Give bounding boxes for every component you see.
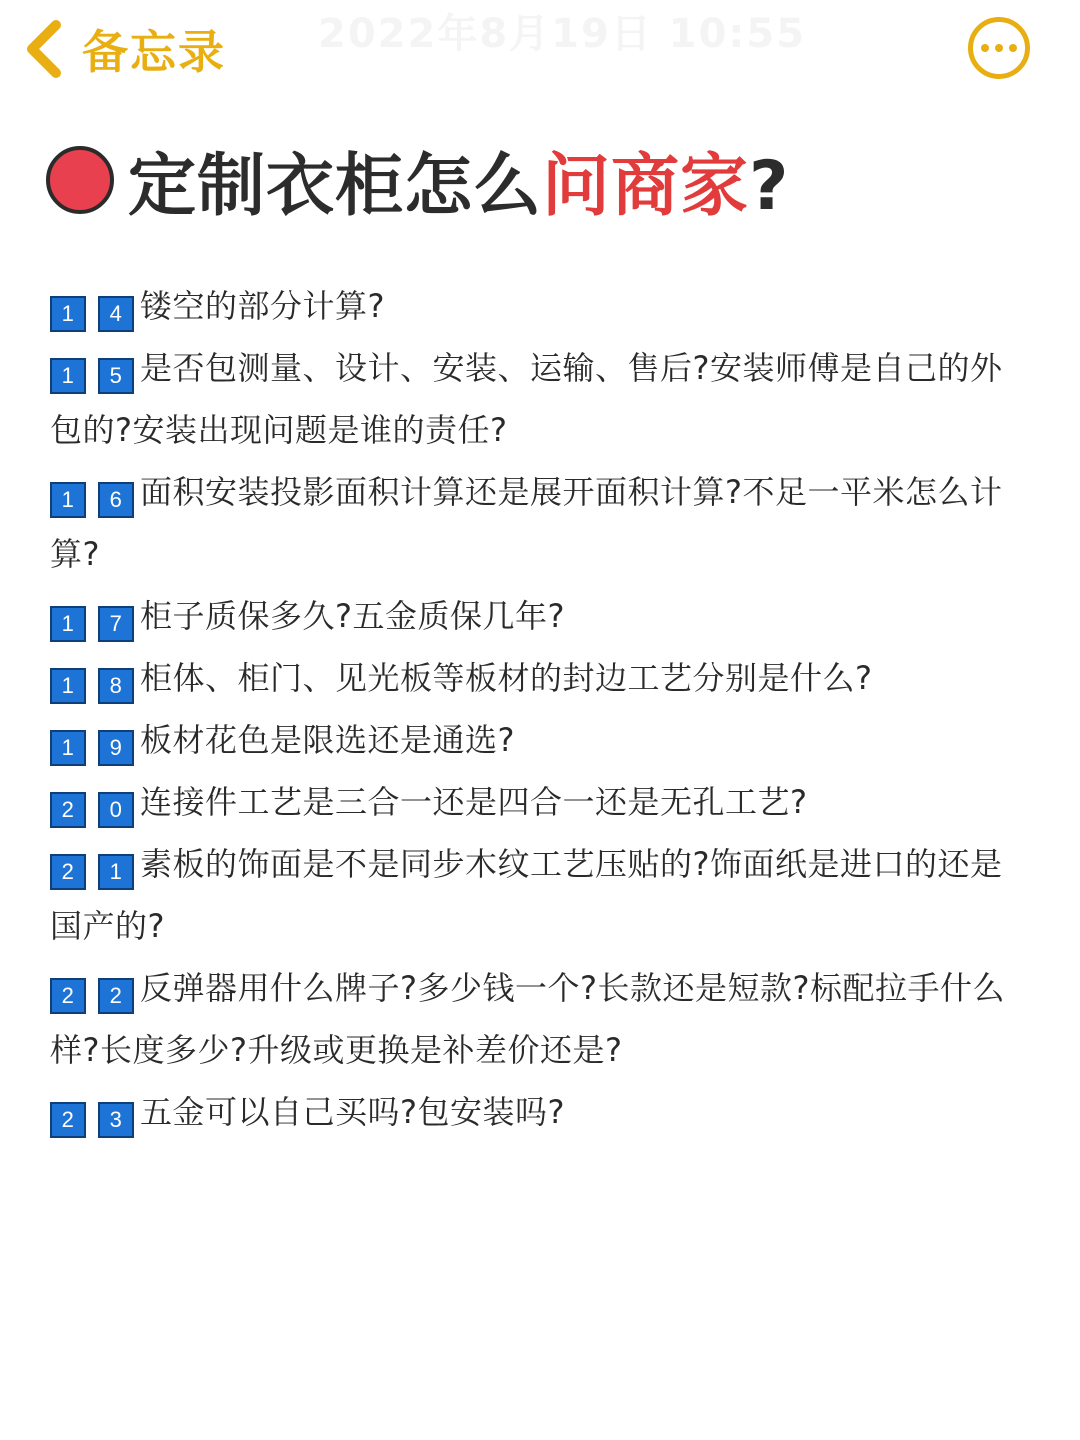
number-badge: 2 <box>50 1102 86 1138</box>
number-badge: 8 <box>98 668 134 704</box>
number-badge: 1 <box>50 668 86 704</box>
number-badge: 1 <box>98 854 134 890</box>
number-badge: 3 <box>98 1102 134 1138</box>
number-badge: 9 <box>98 730 134 766</box>
question-list <box>50 275 1032 1143</box>
page-title <box>128 132 789 229</box>
number-badge: 4 <box>98 296 134 332</box>
number-badge: 1 <box>50 296 86 332</box>
question-text: 面积安装投影面积计算还是展开面积计算?不足一平米怎么计算? <box>50 473 1003 573</box>
question-item <box>50 771 1032 833</box>
number-badge: 2 <box>98 978 134 1014</box>
number-badge: 2 <box>50 978 86 1014</box>
number-badge: 7 <box>98 606 134 642</box>
question-text: 柜子质保多久?五金质保几年? <box>140 597 565 635</box>
number-badge: 2 <box>50 792 86 828</box>
question-text: 素板的饰面是不是同步木纹工艺压贴的?饰面纸是进口的还是国产的? <box>50 845 1003 945</box>
number-badge: 0 <box>98 792 134 828</box>
title-highlight: 问商家 <box>542 146 750 226</box>
more-button[interactable] <box>968 17 1030 79</box>
question-text: 板材花色是限选还是通选? <box>140 721 515 759</box>
title-main: 定制衣柜怎么 <box>128 146 543 226</box>
number-badge: 5 <box>98 358 134 394</box>
chevron-left-icon <box>22 19 64 79</box>
question-item <box>50 1081 1032 1143</box>
more-dot <box>1009 44 1017 52</box>
question-item <box>50 337 1032 461</box>
question-item <box>50 461 1032 585</box>
number-badge: 1 <box>50 358 86 394</box>
question-item <box>50 647 1032 709</box>
back-button[interactable] <box>22 14 226 84</box>
number-badge: 2 <box>50 854 86 890</box>
question-text: 镂空的部分计算? <box>140 287 385 325</box>
question-item <box>50 275 1032 337</box>
question-text: 是否包测量、设计、安装、运输、售后?安装师傅是自己的外包的?安装出现问题是谁的责任? <box>50 349 1003 449</box>
number-badge: 6 <box>98 482 134 518</box>
title-end: ? <box>749 146 790 226</box>
question-text: 五金可以自己买吗?包安装吗? <box>140 1093 565 1131</box>
number-badge: 1 <box>50 730 86 766</box>
number-badge: 1 <box>50 606 86 642</box>
question-text: 反弹器用什么牌子?多少钱一个?长款还是短款?标配拉手什么样?长度多少?升级或更换是补差价还是? <box>50 969 1005 1069</box>
question-item <box>50 957 1032 1081</box>
timestamp-watermark: 2022年8月19日 10:55 <box>318 11 807 57</box>
question-text: 柜体、柜门、见光板等板材的封边工艺分别是什么? <box>140 659 873 697</box>
number-badge: 1 <box>50 482 86 518</box>
red-circle-icon <box>46 146 114 214</box>
title-row <box>46 135 789 225</box>
more-dot <box>995 44 1003 52</box>
question-item <box>50 585 1032 647</box>
more-horizontal-icon <box>981 44 989 52</box>
question-text: 连接件工艺是三合一还是四合一还是无孔工艺? <box>140 783 808 821</box>
top-bar <box>0 0 1080 100</box>
back-label: 备忘录 <box>82 25 226 79</box>
question-item <box>50 833 1032 957</box>
question-item <box>50 709 1032 771</box>
